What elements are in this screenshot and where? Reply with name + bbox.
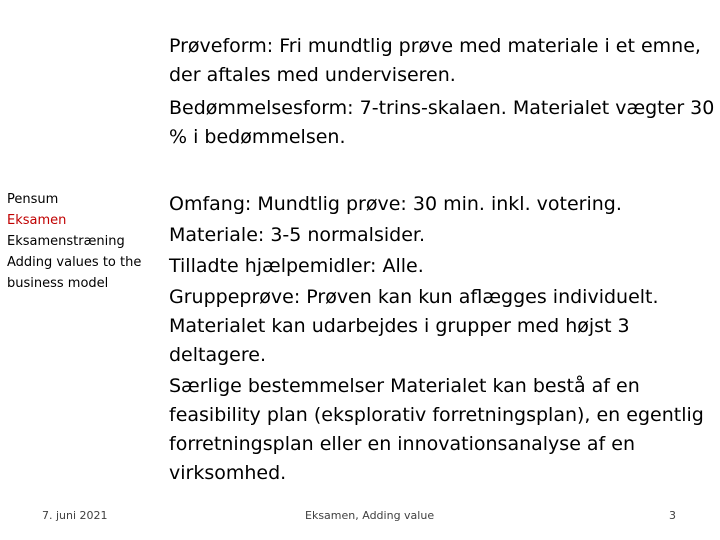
- group-exam-text: Gruppeprøve: Prøven kan kun aflægges individuelt. Materialet kan udarbejdes i grupper med højst 3 deltagere.: [169, 286, 659, 366]
- sidebar-item-eksamen[interactable]: Eksamen: [7, 213, 67, 228]
- scope-text: Omfang: Mundtlig prøve: 30 min. inkl. votering.: [169, 193, 622, 215]
- sidebar-nav: [7, 189, 147, 294]
- exam-form-info: [169, 32, 715, 156]
- material-text: Materiale: 3-5 normalsider.: [169, 224, 425, 246]
- special-rules-text: Særlige bestemmelser Materialet kan bestå af en feasibility plan (eksplorativ forretningsplan), en egentlig forretningsplan eller en innovationsanalyse af en virksomhed.: [169, 375, 704, 484]
- footer-date: 7. juni 2021: [42, 509, 108, 522]
- exam-form-text: Prøveform: Fri mundtlig prøve med materiale i et emne, der aftales med underviseren.: [169, 35, 701, 86]
- sidebar-item-eksamenstraening[interactable]: Eksamenstræning: [7, 234, 125, 249]
- grading-form-text: Bedømmelsesform: 7-trins-skalaen. Materialet vægter 30 % i bedømmelsen.: [169, 97, 715, 148]
- footer-title: Eksamen, Adding value: [305, 509, 435, 522]
- page-number: 3: [669, 509, 676, 522]
- exam-details: [169, 190, 715, 490]
- sidebar-item-adding-values[interactable]: Adding values to the business model: [7, 255, 142, 291]
- allowed-aids-text: Tilladte hjælpemidler: Alle.: [169, 255, 424, 277]
- sidebar-item-pensum[interactable]: Pensum: [7, 192, 59, 207]
